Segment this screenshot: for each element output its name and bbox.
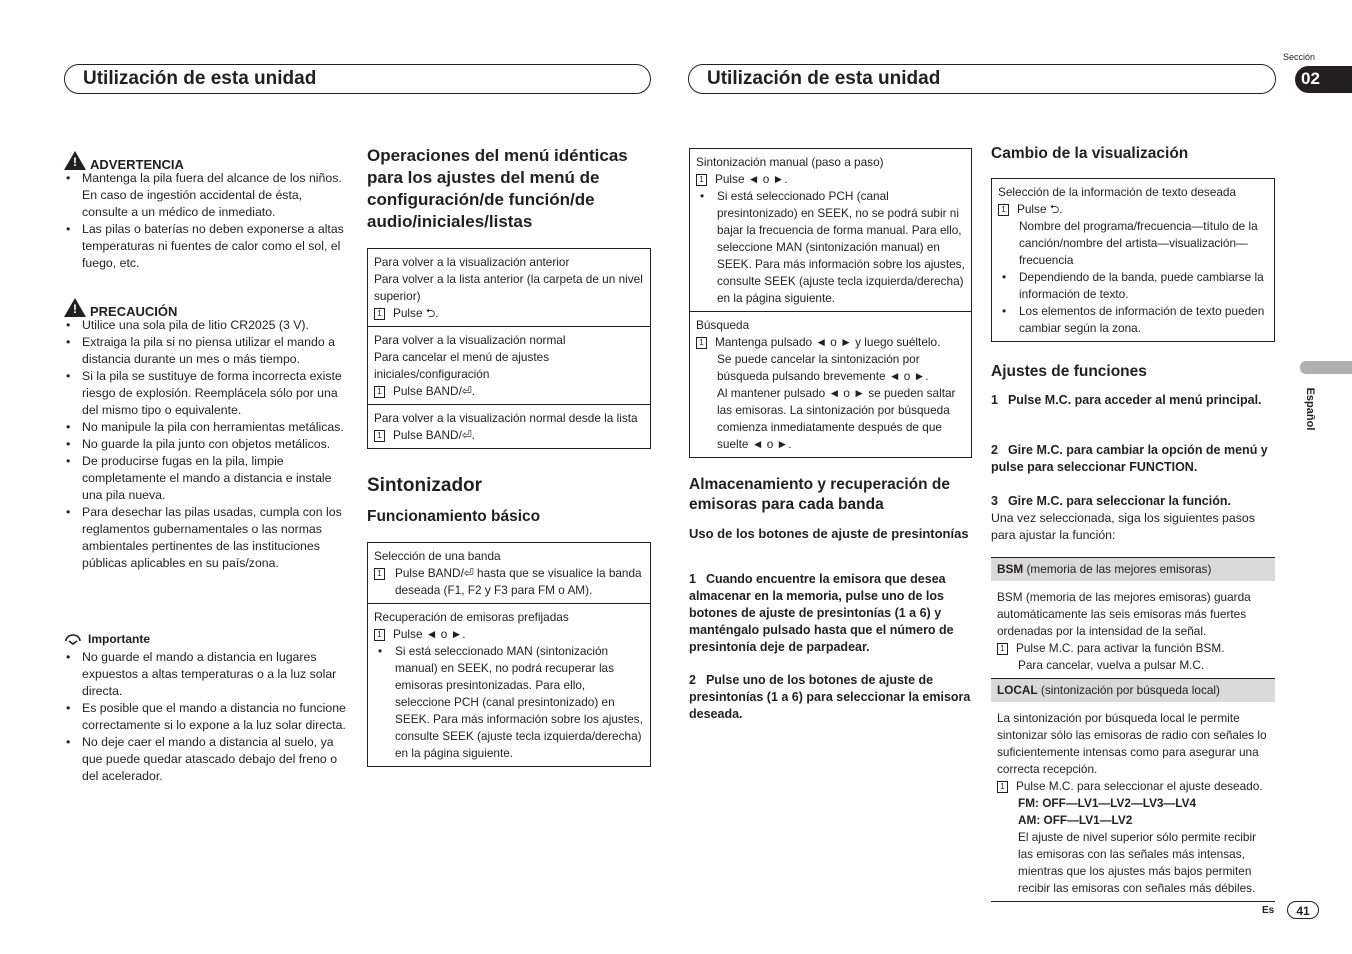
language-tab-label: Español <box>1304 387 1316 431</box>
step-number-icon: 1 <box>374 308 385 320</box>
caution-icon: ! <box>64 298 86 317</box>
right-header-bar <box>688 64 1276 94</box>
menu-box-row <box>368 249 650 326</box>
store-recall-heading: Almacenamiento y recuperación de emisoras para cada banda <box>689 476 951 513</box>
box-line: Al mantener pulsado ◄ o ► se pueden saltar las emisoras. La sintonización por búsqueda comienza inmediatamente después de que suelte ◄ o ►. <box>717 386 956 451</box>
list-item: • No manipule la pila con herramientas metálicas. <box>64 419 349 436</box>
box-step-text: Pulse ⮌. <box>1017 202 1063 216</box>
page-number: 41 <box>1296 904 1310 918</box>
box-line: Se puede cancelar la sintonización por búsqueda pulsando brevemente ◄ o ►. <box>717 352 929 383</box>
step-number: 1 <box>689 572 696 586</box>
step-number-icon: 1 <box>374 386 385 398</box>
box-line: Selección de la información de texto deseada <box>998 185 1237 199</box>
box-line: Para cancelar, vuelva a pulsar M.C. <box>1018 658 1205 672</box>
warning-heading <box>64 150 349 170</box>
local-body <box>991 702 1275 901</box>
step-number-icon: 1 <box>374 568 385 580</box>
bsm-desc: (memoria de las mejores emisoras) <box>1026 562 1212 576</box>
box-step <box>696 171 965 188</box>
step-number: 3 <box>991 494 998 508</box>
local-code: LOCAL <box>997 683 1038 697</box>
band-selection-row <box>368 543 650 603</box>
step-number: 2 <box>689 673 696 687</box>
func-step-2 <box>991 442 1273 476</box>
manual-tuning-row <box>690 149 971 311</box>
basic-operation-heading: Funcionamiento básico <box>367 508 541 525</box>
menu-operations-box <box>367 248 651 449</box>
box-note: • Los elementos de información de texto pueden cambiar según la zona. <box>998 303 1268 337</box>
box-step-text: Pulse BAND/⏎. <box>393 428 476 442</box>
right-header-title: Utilización de esta unidad <box>707 68 941 89</box>
box-line: AM: OFF—LV1—LV2 <box>1018 813 1133 827</box>
tuning-box <box>689 148 972 458</box>
local-desc: (sintonización por búsqueda local) <box>1040 683 1220 697</box>
box-step-text: Pulse BAND/⏎ hasta que se visualice la banda deseada (F1, F2 y F3 para FM o AM). <box>395 566 642 597</box>
box-line: Para volver a la visualización normal desde la lista <box>374 411 638 425</box>
step-text: Pulse M.C. para acceder al menú principal. <box>1007 393 1262 407</box>
box-line: Para cancelar el menú de ajustes iniciales/configuración <box>374 350 550 381</box>
box-line: El ajuste de nivel superior sólo permite recibir las emisoras con las señales más intensas, mientras que los ajustes más bajos permiten recibir las emisoras con señales más débiles. <box>1018 830 1257 895</box>
func-step-1 <box>991 392 1273 409</box>
box-line: Para volver a la visualización normal <box>374 333 566 347</box>
box-step <box>998 201 1268 218</box>
step-text: Pulse uno de los botones de ajuste de presintonías (1 a 6) para seleccionar la emisora deseada. <box>689 673 971 721</box>
list-item: • Es posible que el mando a distancia no funcione correctamente si lo expone a la luz solar directa. <box>64 700 349 734</box>
store-step-1 <box>689 571 974 656</box>
step-number-icon: 1 <box>998 204 1009 216</box>
display-box <box>991 178 1275 342</box>
box-step-text: Pulse M.C. para activar la función BSM. <box>1016 641 1225 655</box>
list-item: • No guarde la pila junto con objetos metálicos. <box>64 436 349 453</box>
func-step-3 <box>991 493 1273 510</box>
func-followup-text: Una vez seleccionada, siga los siguientes pasos para ajustar la función: <box>991 511 1255 542</box>
box-note: • Dependiendo de la banda, puede cambiarse la información de texto. <box>998 269 1268 303</box>
left-header-title: Utilización de esta unidad <box>83 68 317 89</box>
display-change-heading: Cambio de la visualización <box>991 145 1189 162</box>
section-number-badge <box>1295 66 1352 93</box>
list-item: • Para desechar las pilas usadas, cumpla con los reglamentos gubernamentales o las normas ambientales pertinentes de las instituciones públicas aplicables en su país/zona. <box>64 504 349 572</box>
box-step <box>374 626 644 643</box>
step-text: Cuando encuentre la emisora que desea almacenar en la memoria, pulse uno de los botones de ajuste de presintonías (1 a 6) y manténgalo pulsado hasta que el número de presintonía deje de parpadear. <box>689 572 954 654</box>
box-step <box>997 640 1269 657</box>
section-number: 02 <box>1301 69 1320 88</box>
display-box-row <box>992 179 1274 341</box>
local-bar <box>991 678 1275 702</box>
tuner-basic-box <box>367 542 651 767</box>
box-step <box>374 427 644 444</box>
list-item: • No guarde el mando a distancia en lugares expuestos a altas temperaturas o a la luz solar directa. <box>64 649 349 700</box>
list-item: • Mantenga la pila fuera del alcance de los niños. En caso de ingestión accidental de ésta, consulte a un médico de inmediato. <box>64 170 349 221</box>
box-note: • Si está seleccionado MAN (sintonización manual) en SEEK, no podrá recuperar las emisoras presintonizadas. Para ello, seleccione PCH (canal presintonizado) en SEEK. Para más información sobre los ajustes, consulte SEEK (ajuste tecla izquierda/derecha) en la página siguiente. <box>374 643 644 762</box>
warning-icon: ! <box>64 151 86 170</box>
box-line: Búsqueda <box>696 318 750 332</box>
step-number-icon: 1 <box>997 643 1008 655</box>
box-step <box>374 383 644 400</box>
seek-row <box>690 311 971 457</box>
step-number-icon: 1 <box>374 629 385 641</box>
warning-title: ADVERTENCIA <box>90 156 184 172</box>
menu-box-row <box>368 326 650 404</box>
function-table <box>991 557 1275 902</box>
box-line: La sintonización por búsqueda local le permite sintonizar sólo las emisoras de radio con señales lo suficientemente intensas como para asegurar una correcta recepción. <box>997 711 1267 776</box>
step-number: 1 <box>991 393 998 407</box>
warning-list <box>64 170 349 272</box>
step-number-icon: 1 <box>374 430 385 442</box>
box-step-text: Pulse ⮌. <box>393 306 439 320</box>
box-line: Para volver a la visualización anterior <box>374 255 570 269</box>
important-block <box>64 629 349 785</box>
caution-block <box>64 297 349 572</box>
list-item: • Extraiga la pila si no piensa utilizar el mando a distancia durante un mes o más tiempo. <box>64 334 349 368</box>
important-list <box>64 649 349 785</box>
left-header-bar <box>64 64 651 94</box>
box-step <box>696 334 965 351</box>
warning-block <box>64 150 349 272</box>
box-line: Recuperación de emisoras prefijadas <box>374 610 569 624</box>
preset-buttons-heading: Uso de los botones de ajuste de presintonías <box>689 526 969 541</box>
tuner-heading: Sintonizador <box>367 475 483 496</box>
caution-heading <box>64 297 349 317</box>
box-line: BSM (memoria de las mejores emisoras) guarda automáticamente las seis emisoras más fuertes ordenadas por la intensidad de la señal. <box>997 590 1251 638</box>
step-number: 2 <box>991 443 998 457</box>
bsm-bar <box>991 557 1275 581</box>
step-number-icon: 1 <box>696 337 707 349</box>
important-title: Importante <box>88 632 151 646</box>
box-step <box>374 305 644 322</box>
box-step-text: Pulse ◄ o ►. <box>393 627 466 641</box>
caution-list <box>64 317 349 572</box>
box-step-text: Pulse M.C. para seleccionar el ajuste deseado. <box>1016 779 1263 793</box>
box-line: Para volver a la lista anterior (la carpeta de un nivel superior) <box>374 272 643 303</box>
bsm-code: BSM <box>997 562 1024 576</box>
list-item: • Utilice una sola pila de litio CR2025 (3 V). <box>64 317 349 334</box>
bsm-body <box>991 581 1275 678</box>
preset-recall-row <box>368 603 650 766</box>
box-line: Sintonización manual (paso a paso) <box>696 155 884 169</box>
box-line: Selección de una banda <box>374 549 501 563</box>
list-item: • No deje caer el mando a distancia al suelo, ya que puede quedar atascado debajo del freno o del acelerador. <box>64 734 349 785</box>
list-item: • De producirse fugas en la pila, limpie completamente el mando a distancia e instale una pila nueva. <box>64 453 349 504</box>
step-number-icon: 1 <box>696 174 707 186</box>
language-tab <box>1300 361 1352 374</box>
page-number-badge <box>1287 901 1319 919</box>
box-step-text: Mantenga pulsado ◄ o ► y luego suéltelo. <box>715 335 941 349</box>
menu-box-row <box>368 404 650 448</box>
section-label: Sección <box>1283 52 1316 62</box>
caution-title: PRECAUCIÓN <box>90 303 178 319</box>
box-line: Nombre del programa/frecuencia—título de la canción/nombre del artista—visualización—frecuencia <box>1019 219 1258 267</box>
list-item: • Si la pila se sustituye de forma incorrecta existe riesgo de explosión. Reemplácela sólo por una del mismo tipo o equivalente. <box>64 368 349 419</box>
menu-operations-heading: Operaciones del menú idénticas para los ajustes del menú de configuración/de función/de audio/iniciales/listas <box>367 146 628 231</box>
step-number-icon: 1 <box>997 781 1008 793</box>
box-step-text: Pulse ◄ o ►. <box>715 172 788 186</box>
box-line: FM: OFF—LV1—LV2—LV3—LV4 <box>1018 796 1197 810</box>
box-step <box>997 778 1269 795</box>
store-step-2 <box>689 672 974 723</box>
important-heading <box>64 629 349 649</box>
functions-heading: Ajustes de funciones <box>991 363 1147 380</box>
important-icon <box>64 632 82 646</box>
step-text: Gire M.C. para seleccionar la función. <box>1007 494 1231 508</box>
list-item: • Las pilas o baterías no deben exponerse a altas temperaturas ni fuentes de calor como el sol, el fuego, etc. <box>64 221 349 272</box>
box-note: • Si está seleccionado PCH (canal presintonizado) en SEEK, no se podrá subir ni bajar la frecuencia de forma manual. Para ello, seleccione MAN (sintonización manual) en SEEK. Para más información sobre los ajustes, consulte SEEK (ajuste tecla izquierda/derecha) en la página siguiente. <box>696 188 965 307</box>
step-text: Gire M.C. para cambiar la opción de menú y pulse para seleccionar FUNCTION. <box>991 443 1268 474</box>
box-step <box>374 565 644 599</box>
footer-lang-code: Es <box>1262 905 1275 916</box>
box-step-text: Pulse BAND/⏎. <box>393 384 476 398</box>
